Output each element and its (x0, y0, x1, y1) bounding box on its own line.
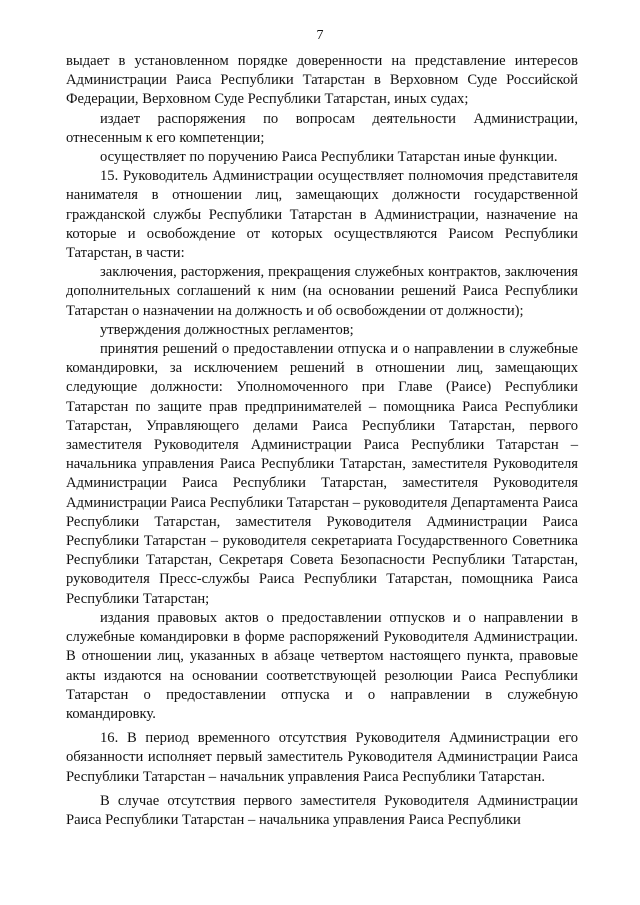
paragraph: В случае отсутствия первого заместителя Руководителя Администрации Раиса Республики Татарстан – начальника управления Раиса Республики (66, 792, 578, 828)
paragraph: осуществляет по поручению Раиса Республики Татарстан иные функции. (100, 149, 558, 166)
paragraph: 16. В период временного отсутствия Руководителя Администрации его обязанности исполняет первый заместитель Руководителя Администрации Раиса Республики Татарстан – начальник управления Раиса Республики Татарстан. (66, 730, 578, 785)
paragraph: утверждения должностных регламентов; (100, 321, 354, 338)
document-body (66, 52, 578, 830)
paragraph: заключения, расторжения, прекращения служебных контрактов, заключения дополнительных соглашений к ним (на основании решений Раиса Республики Татарстан о назначении на должность и об освобождении от должности); (66, 264, 578, 319)
paragraph: издания правовых актов о предоставлении отпусков и о направлении в служебные командировки в форме распоряжений Руководителя Администрации. В отношении лиц, указанных в абзаце четвертом настоящего пункта, правовые акты издаются на основании соответствующей резолюции Раиса Республики Татарстан о предоставлении отпуска и о направлении в служебную командировку. (66, 609, 578, 722)
paragraph: принятия решений о предоставлении отпуска и о направлении в служебные командировки, за исключением решений в отношении лиц, замещающих следующие должности: Уполномоченного при Главе (Раисе) Республики Татарстан по защите прав предпринимателей – помощника Раиса Республики Татарстан, Управляющего делами Раиса Республики Татарстан, первого заместителя Руководителя Администрации Раиса Республики Татарстан – начальника управления Раиса Республики Татарстан, заместителя Руководителя Администрации Раиса Республики Татарстан, заместителя Руководителя Администрации Раиса Республики Татарстан – руководителя Департамента Раиса Республики Татарстан, заместителя Руководителя Администрации Раиса Республики Татарстан – руководителя секретариата Государственного Советника Республики Татарстан, Секретаря Совета Безопасности Республики Татарстан, руководителя Пресс-службы Раиса Республики Татарстан, помощника Раиса Республики Татарстан; (66, 341, 578, 607)
page-number: 7 (316, 28, 324, 43)
paragraph: 15. Руководитель Администрации осуществляет полномочия представителя нанимателя в отношении лиц, замещающих должности государственной гражданской службы Республики Татарстан в Администрации, назначение на которые и освобождение от которых осуществляются Раисом Республики Татарстан, в части: (66, 168, 578, 262)
paragraph: издает распоряжения по вопросам деятельности Администрации, отнесенным к его компетенции; (66, 110, 578, 146)
paragraph: выдает в установленном порядке доверенности на представление интересов Администрации Раиса Республики Татарстан в Верховном Суде Российской Федерации, Верховном Суде Республики Татарстан, иных судах; (66, 53, 578, 108)
